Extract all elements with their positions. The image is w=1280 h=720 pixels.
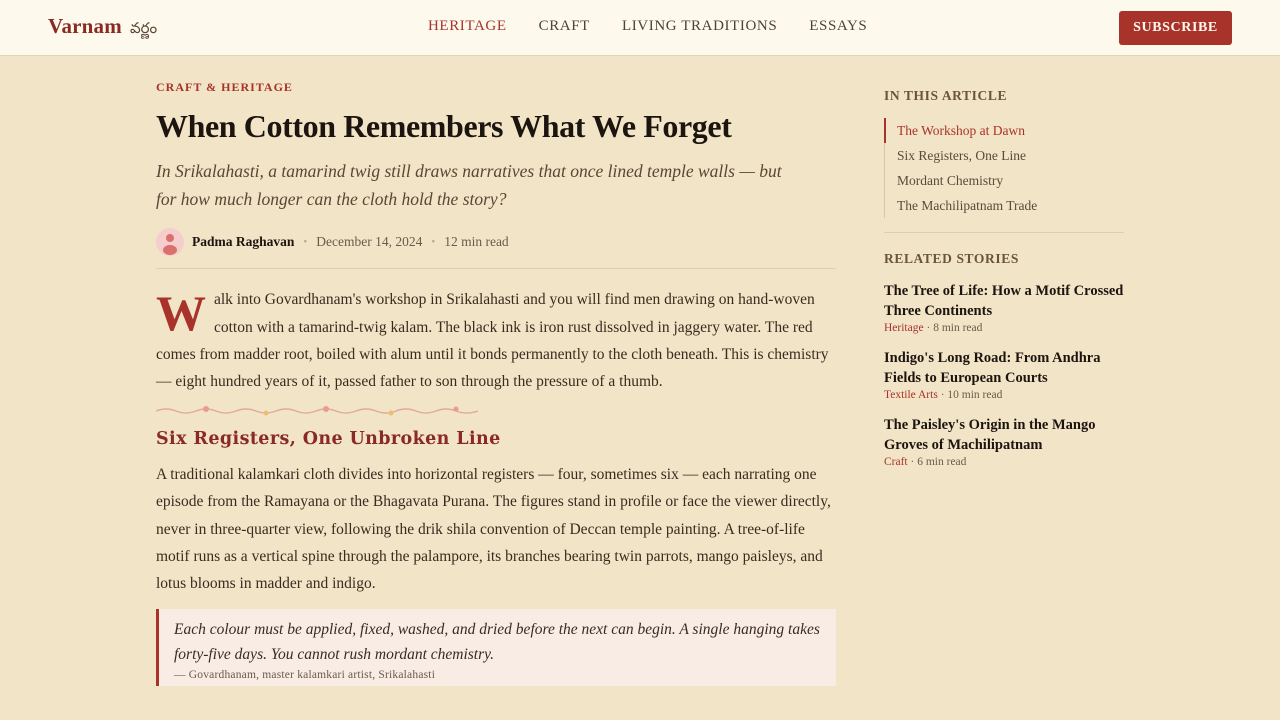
article-title: When Cotton Remembers What We Forget [156, 108, 732, 144]
author-name[interactable]: Padma Raghavan [192, 234, 295, 250]
related-story-title[interactable]: The Tree of Life: How a Motif Crossed Three Continents [884, 283, 1124, 319]
user-icon-head [166, 234, 174, 242]
author-avatar[interactable] [156, 228, 184, 256]
publish-date: December 14, 2024 [316, 234, 423, 250]
table-of-contents [884, 118, 1124, 218]
related-story[interactable] [884, 281, 1124, 334]
user-icon-body [163, 245, 177, 255]
nav-craft[interactable]: CRAFT [538, 18, 590, 34]
nav-essays[interactable]: ESSAYS [809, 18, 868, 34]
sidebar-divider [884, 232, 1124, 233]
brand-logo[interactable] [48, 14, 157, 41]
drop-cap: W [156, 285, 206, 342]
byline-divider [156, 268, 836, 269]
article-dek: In Srikalahasti, a tamarind twig still draws narratives that once lined temple walls — but for how much longer can the cloth hold the story? [156, 161, 782, 210]
section-heading: Six Registers, One Unbroken Line [156, 429, 501, 450]
related-story-meta: Textile Arts · 10 min read [884, 389, 1003, 401]
related-story-read-time: 10 min read [947, 389, 1003, 401]
separator-dot-icon: • [431, 236, 436, 249]
nav-heritage[interactable]: HERITAGE [428, 18, 507, 34]
pull-quote-citation: — Govardhanam, master kalamkari artist, Srikalahasti [174, 669, 436, 682]
lead-paragraph [156, 286, 836, 395]
related-story-read-time: 6 min read [917, 456, 967, 468]
related-story-title[interactable]: Indigo's Long Road: From Andhra Fields to European Courts [884, 350, 1101, 386]
lead-text: alk into Govardhanam's workshop in Srikalahasti and you will find men drawing on hand-woven cotton with a tamarind-twig kalam. The black ink is iron rust dissolved in jaggery water. The red comes from madder root, boiled with alum until it bonds permanently to the cloth beneath. This is chemistry — eight hundred years of it, passed father to son through the pressure of a thumb. [156, 291, 829, 390]
toc-item-registers[interactable]: Six Registers, One Line [884, 143, 1124, 168]
pull-quote [156, 609, 836, 686]
toc-item-workshop[interactable]: The Workshop at Dawn [884, 118, 1124, 143]
related-heading: RELATED STORIES [884, 251, 1019, 266]
related-story-meta: Heritage · 8 min read [884, 322, 983, 334]
toc-heading: IN THIS ARTICLE [884, 88, 1008, 103]
related-story-category[interactable]: Textile Arts [884, 389, 938, 401]
subscribe-button[interactable]: SUBSCRIBE [1119, 11, 1232, 45]
related-story[interactable] [884, 415, 1124, 468]
read-time: 12 min read [444, 234, 509, 250]
nav-living-traditions[interactable]: LIVING TRADITIONS [621, 18, 778, 34]
byline [156, 227, 836, 257]
related-story-category[interactable]: Heritage [884, 322, 924, 334]
related-story-title[interactable]: The Paisley's Origin in the Mango Groves of Machilipatnam [884, 417, 1096, 453]
related-story-category[interactable]: Craft [884, 456, 908, 468]
separator-dot-icon: • [303, 236, 308, 249]
brand-name: Varnam [48, 14, 122, 38]
site-header [0, 0, 1280, 56]
related-story-read-time: 8 min read [933, 322, 983, 334]
related-story[interactable] [884, 348, 1124, 401]
pull-quote-text: Each colour must be applied, fixed, washed, and dried before the next can begin. A single hanging takes forty-five days. You cannot rush mordant chemistry. [174, 621, 820, 664]
body-paragraph: A traditional kalamkari cloth divides into horizontal registers — four, sometimes six — each narrating one episode from the Ramayana or the Bhagavata Purana. The figures stand in profile or face the viewer directly, never in three-quarter view, following the drik shila convention of Deccan temple painting. A tree-of-life motif runs as a vertical spine through the palampore, its branches bearing twin parrots, mango paisleys, and lotus blooms in madder and indigo. [156, 466, 831, 593]
toc-item-mordant[interactable]: Mordant Chemistry [884, 168, 1124, 193]
article-kicker[interactable]: CRAFT & HERITAGE [156, 80, 293, 94]
article [156, 80, 836, 686]
toc-item-trade[interactable]: The Machilipatnam Trade [884, 193, 1124, 218]
sidebar [884, 88, 1124, 468]
brand-script: వర్ణం [129, 19, 158, 37]
main-nav [428, 18, 867, 35]
decorative-vine-divider-icon [156, 405, 478, 417]
related-story-meta: Craft · 6 min read [884, 456, 967, 468]
